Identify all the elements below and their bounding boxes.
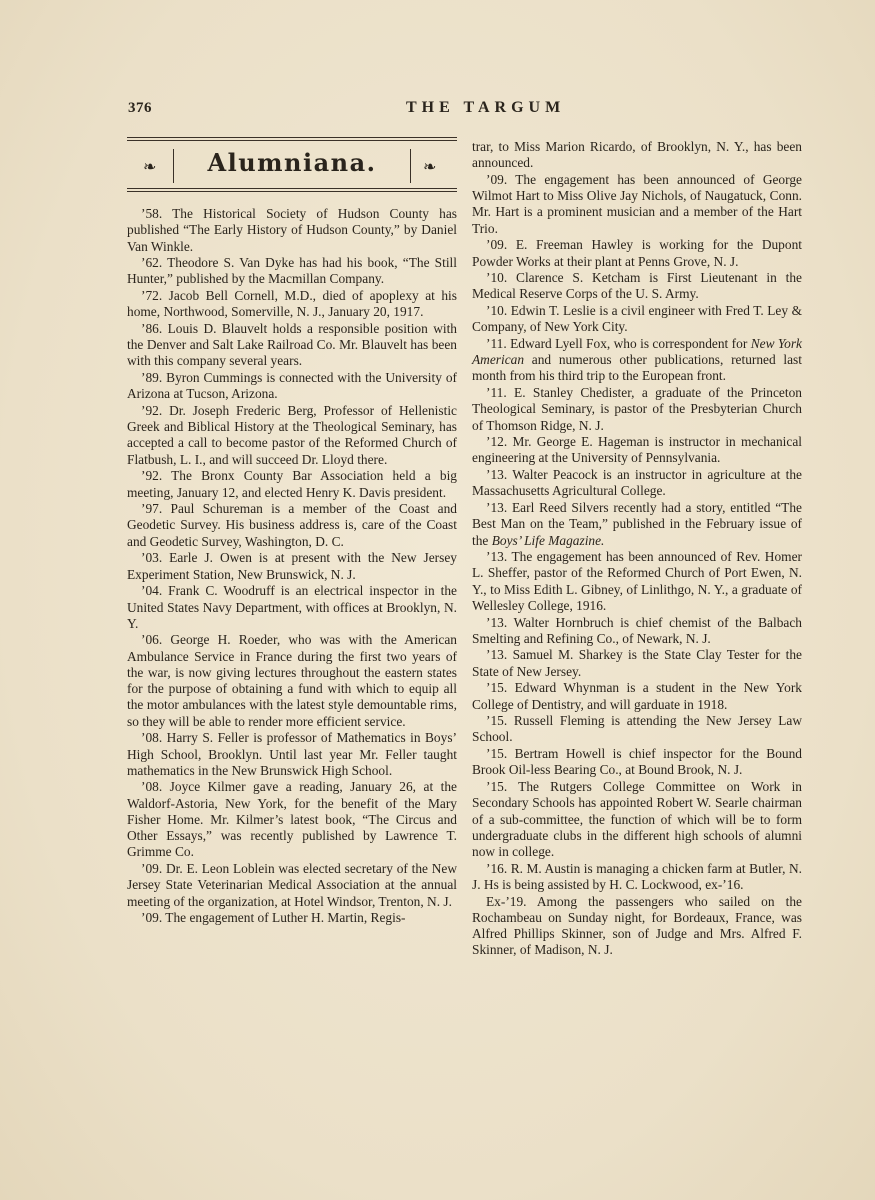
header-bottom-rule-2 <box>127 191 457 192</box>
news-item: ’72. Jacob Bell Cornell, M.D., died of apoplexy at his home, Northwood, Somerville, N. J., January 20, 1917. <box>127 288 457 320</box>
fleuron-right-icon: ❧ <box>423 159 437 176</box>
news-item: ’16. R. M. Austin is managing a chicken farm at Butler, N. J. Hs is being assisted by H. C. Lockwood, ex-’16. <box>472 860 802 892</box>
header-bottom-rule <box>127 188 457 189</box>
news-item: ’58. The Historical Society of Hudson County has published “The Early History of Hudson County,” by Daniel Van Winkle. <box>127 206 457 254</box>
news-item: ’08. Joyce Kilmer gave a reading, January 26, at the Waldorf-Astoria, New York, for the benefit of the Mary Fisher Home. Mr. Kilmer’s latest book, “The Circus and Other Essays,” was recently published by Lawrence T. Grimme Co. <box>127 779 457 860</box>
news-item: ’03. Earle J. Owen is at present with the New Jersey Experiment Station, New Brunswick, N. J. <box>127 550 457 582</box>
news-item-continued: trar, to Miss Marion Ricardo, of Brooklyn, N. Y., has been announced. <box>472 139 802 171</box>
news-item: ’09. Dr. E. Leon Loblein was elected secretary of the New Jersey State Veterinarian Medical Association at the annual meeting of the organization, at Hotel Windsor, Trenton, N. J. <box>127 861 457 909</box>
header-top-rule-2 <box>127 140 457 141</box>
news-item: ’11. E. Stanley Chedister, a graduate of the Princeton Theological Seminary, is pastor of the Presbyterian Church of Thomson Ridge, N. J. <box>472 385 802 433</box>
running-head: THE TARGUM <box>406 99 566 116</box>
news-item: Ex-’19. Among the passengers who sailed on the Rochambeau on Sunday night, for Bordeaux, France, was Alfred Phillips Skinner, son of Judge and Mrs. Alfred F. Skinner, of Madison, N. J. <box>472 893 802 958</box>
left-column <box>127 206 457 926</box>
news-item: ’09. E. Freeman Hawley is working for the Dupont Powder Works at their plant at Penns Grove, N. J. <box>472 237 802 269</box>
news-item: ’10. Clarence S. Ketcham is First Lieutenant in the Medical Reserve Corps of the U. S. Army. <box>472 270 802 302</box>
news-item: ’08. Harry S. Feller is professor of Mathematics in Boys’ High School, Brooklyn. Until last year Mr. Feller taught mathematics in the New Brunswick High School. <box>127 730 457 778</box>
news-item: ’86. Louis D. Blauvelt holds a responsible position with the Denver and Salt Lake Railroad Co. Mr. Blauvelt has been with this company several years. <box>127 320 457 369</box>
news-item: ’62. Theodore S. Van Dyke has had his book, “The Still Hunter,” published by the Macmillan Company. <box>127 255 457 287</box>
news-item: ’10. Edwin T. Leslie is a civil engineer with Fred T. Ley & Company, of New York City. <box>472 303 802 335</box>
news-item <box>472 500 802 549</box>
header-divider-left <box>173 149 174 183</box>
news-item: ’13. Walter Hornbruch is chief chemist of the Balbach Smelting and Refining Co., of Newark, N. J. <box>472 614 802 646</box>
publication-title: New York American <box>472 335 802 368</box>
news-item: ’13. The engagement has been announced of Rev. Homer L. Sheffer, pastor of the Reformed Church of Port Ewen, N. Y., to Miss Edith L. Gibney, of Linlithgo, N. Y., a graduate of Wellesley College, 1916. <box>472 549 802 613</box>
news-item: ’92. The Bronx County Bar Association held a big meeting, January 12, and elected Henry K. Davis president. <box>127 468 457 500</box>
right-column <box>472 139 802 959</box>
news-item-text: ’11. Edward Lyell Fox, who is correspondent for <box>486 335 748 351</box>
header-divider-right <box>410 149 411 183</box>
publication-title: Boys’ Life Magazine. <box>491 532 605 548</box>
news-item: ’13. Samuel M. Sharkey is the State Clay Tester for the State of New Jersey. <box>472 647 802 679</box>
news-item: ’92. Dr. Joseph Frederic Berg, Professor of Hellenistic Greek and Biblical History at the Theological Seminary, has accepted a call to become pastor of the Reformed Church of Flatbush, L. I., and will succeed Dr. Lloyd there. <box>127 402 457 467</box>
page-number: 376 <box>128 100 152 116</box>
news-item: ’97. Paul Schureman is a member of the Coast and Geodetic Survey. His business address is, care of the Coast and Geodetic Survey, Washington, D. C. <box>127 501 457 549</box>
news-item: ’06. George H. Roeder, who was with the American Ambulance Service in France during the first two years of the war, is now giving lectures throughout the eastern states for the purpose of obtaining a fund with which to equip all the motor ambulances with the latest style demountable rims, so they will be able to render more efficient service. <box>127 632 457 729</box>
news-item: ’13. Walter Peacock is an instructor in agriculture at the Massachusetts Agricultural College. <box>472 467 802 499</box>
news-item: ’15. Russell Fleming is attending the New Jersey Law School. <box>472 713 802 745</box>
news-item: ’15. Bertram Howell is chief inspector for the Bound Brook Oil-less Bearing Co., at Bound Brook, N. J. <box>472 746 802 778</box>
news-item: ’89. Byron Cummings is connected with the University of Arizona at Tucson, Arizona. <box>127 370 457 402</box>
news-item: ’12. Mr. George E. Hageman is instructor in mechanical engineering at the University of Pennsylvania. <box>472 434 802 466</box>
news-item: ’09. The engagement has been announced of George Wilmot Hart to Miss Olive Jay Nichols, of Naugatuck, Conn. Mr. Hart is a prominent musician and a member of the Hart Trio. <box>472 171 802 236</box>
news-item-text: ’13. Earl Reed Silvers recently had a story, entitled “The Best Man on the Team,” published in the February issue of the <box>472 500 802 548</box>
news-item: ’15. Edward Whynman is a student in the New York College of Dentistry, and will garduate in 1918. <box>472 680 802 712</box>
section-title: Alumniana. <box>207 148 377 177</box>
news-item-text: and numerous other publications, returned last month from his third trip to the European front. <box>472 352 802 384</box>
news-item <box>472 336 802 385</box>
news-item: ’15. The Rutgers College Committee on Work in Secondary Schools has appointed Robert W. Searle chairman of a sub-committee, the function of which will be to form undergraduate clubs in the different high schools of alumni now in college. <box>472 779 802 859</box>
news-item: ’09. The engagement of Luther H. Martin, Regis- <box>141 910 406 926</box>
fleuron-left-icon: ❧ <box>143 159 157 176</box>
header-top-rule <box>127 137 457 138</box>
news-item: ’04. Frank C. Woodruff is an electrical inspector in the United States Navy Department, with offices at Brooklyn, N. Y. <box>127 583 457 631</box>
section-header <box>127 137 457 193</box>
